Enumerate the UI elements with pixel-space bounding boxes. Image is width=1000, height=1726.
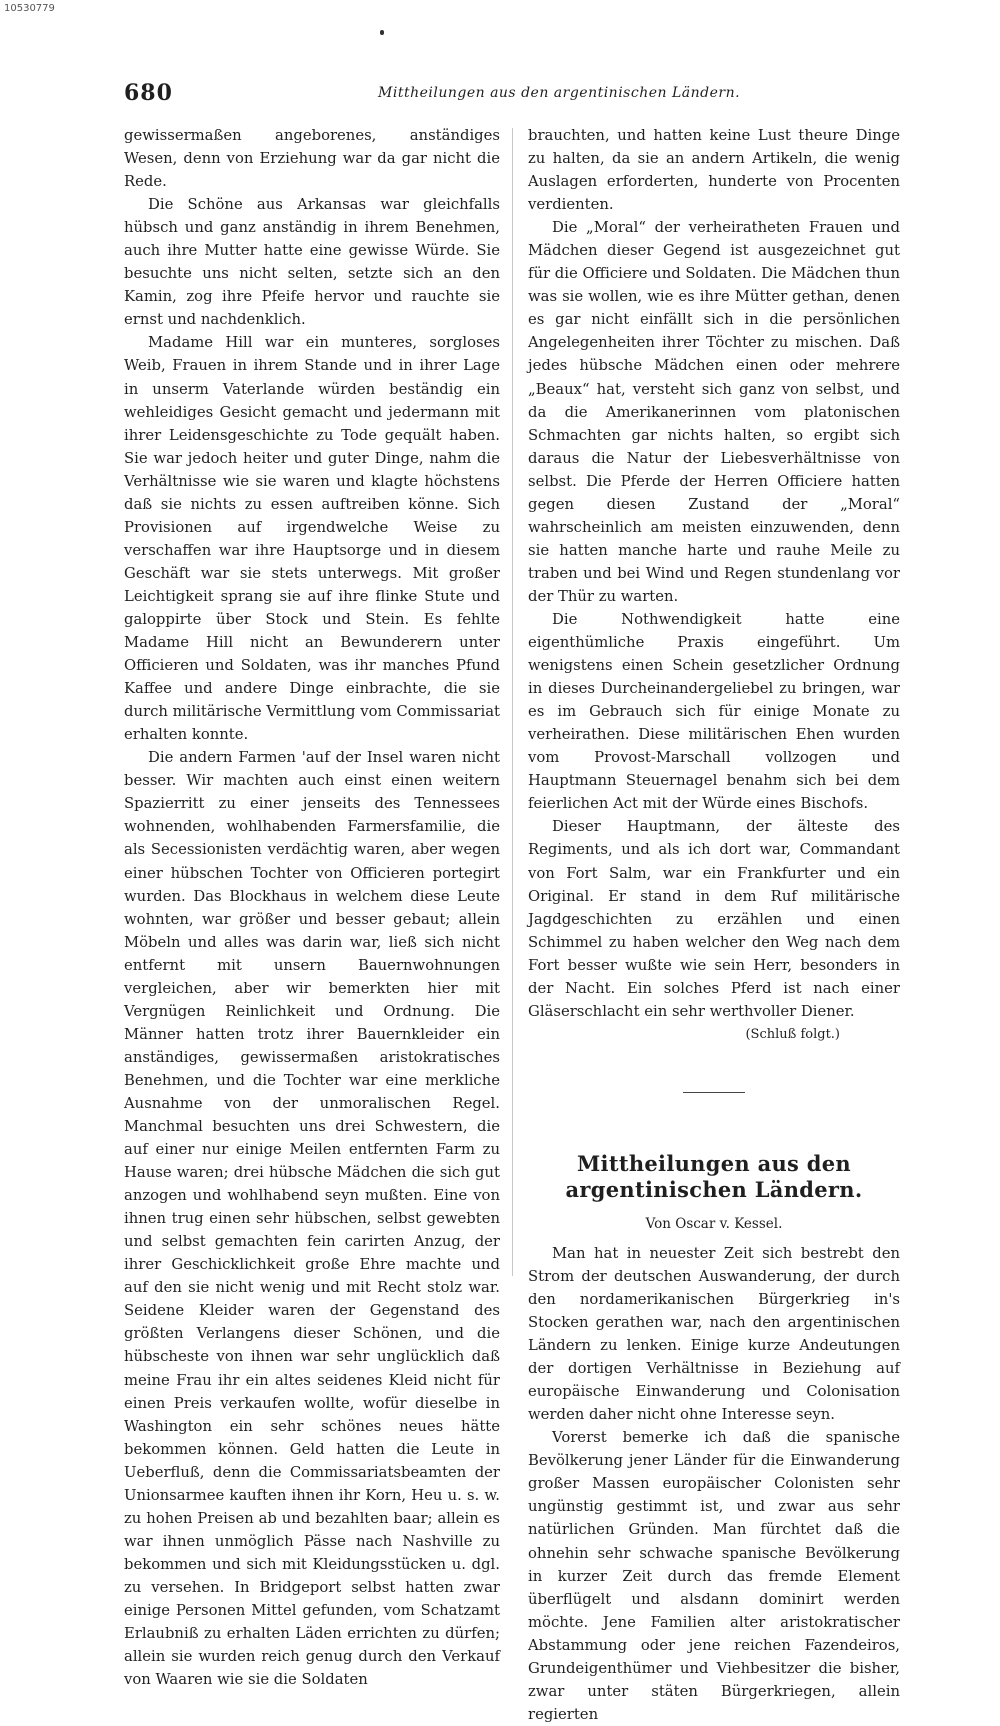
section-divider xyxy=(683,1092,745,1093)
article-byline: Von Oscar v. Kessel. xyxy=(645,1215,783,1232)
left-column xyxy=(124,124,500,1691)
page-header xyxy=(124,80,900,110)
paragraph: Madame Hill war ein munteres, sorgloses Weib, Frauen in ihrem Stande und in ihrer Lage in unserm Vaterlande würden beständig ein wehleidiges Gesicht gemacht und jedermann mit ihrer Leidensgeschichte zu Tode gequält haben. Sie war jedoch heiter und guter Dinge, nahm die Verhältnisse wie sie waren und klagte höchstens daß sie nichts zu essen auftreiben könne. Sich Provisionen auf irgendwelche Weise zu verschaffen war ihre Hauptsorge und in diesem Geschäft war sie stets unterwegs. Mit großer Leichtigkeit sprang sie auf ihre flinke Stute und galoppirte über Stock und Stein. Es fehlte Madame Hill nicht an Bewunderern unter Officieren und Soldaten, was ihr manches Pfund Kaffee und andere Dinge einbrachte, die sie durch militärische Vermittlung vom Commissariat erhalten konnte. xyxy=(124,334,500,744)
paragraph: Dieser Hauptmann, der älteste des Regiments, und als ich dort war, Commandant von Fort Salm, war ein Frankfurter und ein Original. Er stand in dem Ruf militärische Jagdgeschichten zu erzählen und einen Schimmel zu haben welcher den Weg nach dem Fort besser wußte wie sein Herr, besonders in der Nacht. Ein solches Pferd ist nach einer Gläserschlacht ein sehr werthvoller Diener. xyxy=(528,818,900,1020)
column-divider xyxy=(512,128,513,1276)
paragraph: Die andern Farmen 'auf der Insel waren nicht besser. Wir machten auch einst einen weitern Spazierritt zu einer jenseits des Tennessees wohnenden, wohlhabenden Farmersfamilie, die als Secessionisten verdächtig waren, aber wegen einer hübschen Tochter von Officieren portegirt wurden. Das Blockhaus in welchem diese Leute wohnten, war größer und besser gebaut; allein Möbeln und alles was darin war, ließ sich nicht entfernt mit unsern Bauernwohnungen vergleichen, aber wir bemerkten hier mit Vergnügen Reinlichkeit und Ordnung. Die Männer hatten trotz ihrer Bauernkleider ein anständiges, gewissermaßen aristokratisches Benehmen, und die Tochter war eine merkliche Ausnahme von der unmoralischen Regel. Manchmal besuchten uns drei Schwestern, die auf einer nur einige Meilen entfernten Farm zu Hause waren; drei hübsche Mädchen die sich gut anzogen und wohlhabend seyn mußten. Eine von ihnen trug einen sehr hübschen, selbst gewebten und selbst gemachten fein carirten Anzug, der ihrer Geschicklichkeit große Ehre machte und auf den sie nicht wenig und mit Recht stolz war. Seidene Kleider waren der Gegenstand des größten Verlangens dieser Schönen, und die hübscheste von ihnen war sehr unglücklich daß meine Frau ihr ein altes seidenes Kleid nicht für einen Preis verkaufen wollte, wofür dieselbe in Washington ein sehr schönes neues hätte bekommen können. Geld hatten die Leute in Ueberfluß, denn die Commissariatsbeamten der Unionsarmee kauften ihnen ihr Korn, Heu u. s. w. zu hohen Preisen ab und bezahlten baar; allein es war ihnen unmöglich Pässe nach Nashville zu bekommen und sich mit Kleidungsstücken u. dgl. zu versehen. In Bridgeport selbst hatten zwar einige Personen Mittel gefunden, vom Schatzamt Erlaubniß zu erhalten Läden errichten zu dürfen; allein sie wurden reich genug durch den Verkauf von Waaren wie sie die Soldaten xyxy=(124,749,500,1689)
paragraph: Vorerst bemerke ich daß die spanische Bevölkerung jener Länder für die Einwanderung großer Massen europäischer Colonisten sehr ungünstig gestimmt ist, und zwar aus sehr natürlichen Gründen. Man fürchtet daß die ohnehin sehr schwache spanische Bevölkerung in kurzer Zeit durch das fremde Element überflügelt und alsdann dominirt werden möchte. Jene Familien alter aristokratischer Abstammung oder jene reichen Fazendeiros, Grundeigenthümer und Viehbesitzer die bisher, zwar unter stäten Bürgerkriegen, allein regierten xyxy=(528,1429,900,1723)
running-title: Mittheilungen aus den argentinischen Ländern. xyxy=(378,85,741,101)
scan-id-label: 10530779 xyxy=(4,3,55,14)
article-title: Mittheilungen aus den argentinischen Ländern. xyxy=(565,1150,863,1202)
paragraph: gewissermaßen angeborenes, anständiges Wesen, denn von Erziehung war da gar nicht die Rede. xyxy=(124,127,500,191)
page-number: 680 xyxy=(124,80,173,106)
paragraph: Die „Moral“ der verheiratheten Frauen und Mädchen dieser Gegend ist ausgezeichnet gut für die Officiere und Soldaten. Die Mädchen thun was sie wollen, wie es ihre Mütter gethan, denen es gar nicht einfällt sich in die persönlichen Angelegenheiten ihrer Töchter zu mischen. Daß jedes hübsche Mädchen einen oder mehrere „Beaux“ hat, versteht sich ganz von selbst, und da die Amerikanerinnen vom platonischen Schmachten gar nichts halten, so ergibt sich daraus die Natur der Liebesverhältnisse von selbst. Die Pferde der Herren Officiere hatten gegen diesen Zustand der „Moral“ wahrscheinlich am meisten einzuwenden, denn sie hatten manche harte und rauhe Meile zu traben und bei Wind und Regen stundenlang vor der Thür zu warten. xyxy=(528,219,900,605)
paragraph: Man hat in neuester Zeit sich bestrebt den Strom der deutschen Auswanderung, der durch den nordamerikanischen Bürgerkrieg in's Stocken gerathen war, nach den argentinischen Ländern zu lenken. Einige kurze Andeutungen der dortigen Verhältnisse in Beziehung auf europäische Einwanderung und Colonisation werden daher nicht ohne Interesse seyn. xyxy=(528,1244,900,1424)
continuation-note: (Schluß folgt.) xyxy=(745,1026,840,1042)
paragraph: brauchten, und hatten keine Lust theure Dinge zu halten, da sie an andern Artikeln, die wenig Auslagen erforderten, hunderte von Procenten verdienten. xyxy=(528,127,900,214)
paragraph: Die Schöne aus Arkansas war gleichfalls hübsch und ganz anständig in ihrem Benehmen, auch ihre Mutter hatte eine gewisse Würde. Sie besuchte uns nicht selten, setzte sich an den Kamin, zog ihre Pfeife hervor und rauchte sie ernst und nachdenklich. xyxy=(124,196,500,329)
paragraph: Die Nothwendigkeit hatte eine eigenthümliche Praxis eingeführt. Um wenigstens einen Schein gesetzlicher Ordnung in dieses Durcheinandergeliebel zu bringen, war es im Gebrauch sich für einige Monate zu verheirathen. Diese militärischen Ehen wurden vom Provost-Marschall vollzogen und Hauptmann Steuernagel benahm sich bei dem feierlichen Act mit der Würde eines Bischofs. xyxy=(528,610,900,813)
right-column xyxy=(528,124,900,1726)
ink-speck xyxy=(380,30,384,35)
